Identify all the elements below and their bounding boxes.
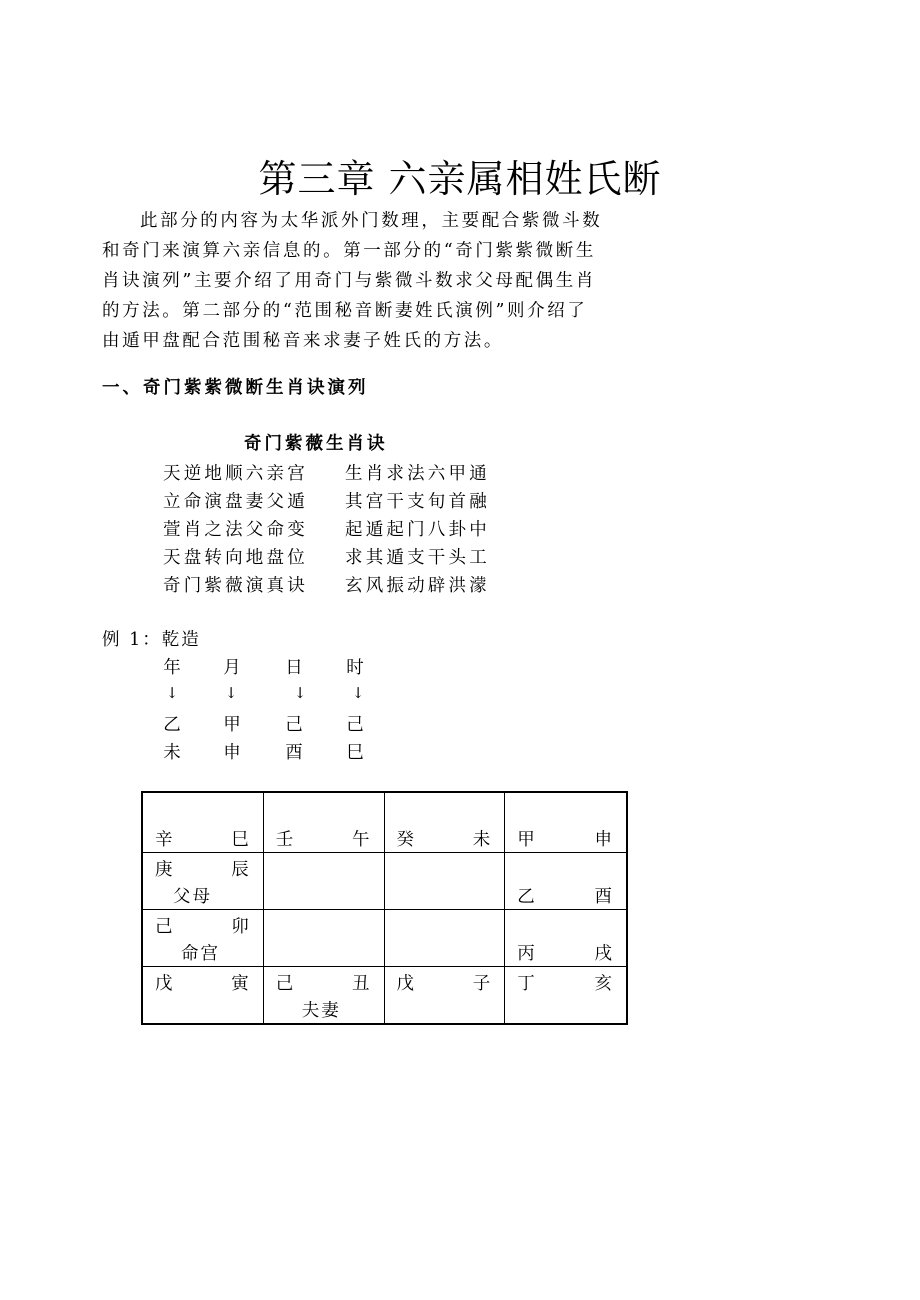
pillar-branch: 酉 (285, 743, 303, 763)
poem-line-right: 其宫干支旬首融 (345, 492, 490, 512)
pillar-stem: 乙 (163, 715, 181, 735)
cell-tag-parents: 父母 (173, 887, 212, 907)
example-label: 例 1：乾造 (102, 630, 201, 650)
cell-stem: 己 (275, 974, 294, 994)
down-arrow-icon: ↓ (293, 684, 307, 702)
pillar-name: 年 (163, 658, 181, 678)
poem-line-left: 立命演盘妻父遁 (163, 492, 308, 512)
intro-line: 的方法。第二部分的“范围秘音断妻姓氏演例”则介绍了 (102, 301, 588, 321)
intro-line: 此部分的内容为太华派外门数理，主要配合紫微斗数 (140, 211, 603, 231)
cell-branch: 寅 (231, 974, 249, 994)
pillar-name: 日 (285, 658, 303, 678)
poem-line-left: 天盘转向地盘位 (163, 548, 308, 568)
cell-stem: 丙 (517, 944, 535, 964)
cell-stem: 壬 (275, 830, 294, 850)
section-heading: 一、奇门紫紫微断生肖诀演列 (102, 378, 369, 398)
chart-cell-center (385, 853, 506, 910)
dunjia-chart (141, 791, 628, 1025)
cell-stem: 丁 (517, 974, 535, 994)
cell-branch: 酉 (594, 887, 612, 907)
poem-title: 奇门紫薇生肖诀 (244, 434, 388, 454)
poem-line-left: 天逆地顺六亲宫 (163, 464, 308, 484)
cell-tag-spouse: 夫妻 (301, 1001, 341, 1021)
cell-stem: 甲 (517, 830, 535, 850)
intro-line: 和奇门来演算六亲信息的。第一部分的“奇门紫紫微断生 (102, 241, 596, 261)
cell-stem: 癸 (396, 830, 414, 850)
chart-cell-hai (505, 967, 626, 1023)
pillar-stem: 甲 (223, 715, 241, 735)
cell-stem: 乙 (517, 887, 535, 907)
cell-branch: 戌 (594, 944, 612, 964)
pillar-name: 时 (346, 658, 364, 678)
chart-cell-shen (505, 793, 626, 853)
poem-line-right: 求其遁支干头工 (345, 548, 490, 568)
cell-tag-life-palace: 命宫 (181, 944, 220, 964)
chart-cell-wei (385, 793, 506, 853)
cell-stem: 庚 (155, 860, 173, 880)
poem-line-left: 萱肖之法父命变 (163, 520, 308, 540)
pillar-branch: 巳 (346, 743, 364, 763)
poem-line-right: 玄风振动辟洪濛 (345, 576, 490, 596)
cell-branch: 亥 (594, 974, 612, 994)
cell-stem: 戊 (396, 974, 414, 994)
poem-line-right: 生肖求法六甲通 (345, 464, 490, 484)
cell-branch: 卯 (231, 917, 249, 937)
intro-line: 肖诀演列”主要介绍了用奇门与紫微斗数求父母配偶生肖 (102, 271, 596, 291)
chart-cell-si (143, 793, 264, 853)
pillar-branch: 未 (163, 743, 181, 763)
cell-branch: 午 (352, 830, 370, 850)
down-arrow-icon: ↓ (165, 684, 179, 702)
cell-branch: 巳 (231, 830, 249, 850)
pillar-stem: 己 (285, 715, 303, 735)
down-arrow-icon: ↓ (224, 684, 238, 702)
chart-cell-chen (143, 853, 264, 910)
chart-cell-wu (264, 793, 385, 853)
chart-cell-mao (143, 910, 264, 967)
poem-line-left: 奇门紫薇演真诀 (163, 576, 308, 596)
cell-branch: 子 (472, 974, 491, 994)
chart-cell-xu (505, 910, 626, 967)
chart-cell-chou (264, 967, 385, 1023)
cell-branch: 辰 (231, 860, 249, 880)
pillar-stem: 己 (346, 715, 364, 735)
page-title: 第三章 六亲属相姓氏断 (258, 157, 662, 201)
chart-cell-center (385, 910, 506, 967)
chart-cell-yin (143, 967, 264, 1023)
cell-stem: 戊 (155, 974, 173, 994)
cell-branch: 未 (472, 830, 491, 850)
intro-paragraph (102, 206, 662, 356)
down-arrow-icon: ↓ (351, 684, 365, 702)
chart-cell-center (264, 853, 385, 910)
cell-stem: 己 (155, 917, 173, 937)
poem-line-right: 起遁起门八卦中 (345, 520, 490, 540)
intro-line: 由遁甲盘配合范围秘音来求妻子姓氏的方法。 (102, 331, 504, 351)
chart-cell-zi (385, 967, 506, 1023)
chart-cell-center (264, 910, 385, 967)
cell-stem: 辛 (155, 830, 173, 850)
pillar-branch: 申 (223, 743, 241, 763)
pillar-name: 月 (223, 658, 241, 678)
cell-branch: 丑 (352, 974, 370, 994)
chart-cell-you (505, 853, 626, 910)
cell-branch: 申 (594, 830, 612, 850)
